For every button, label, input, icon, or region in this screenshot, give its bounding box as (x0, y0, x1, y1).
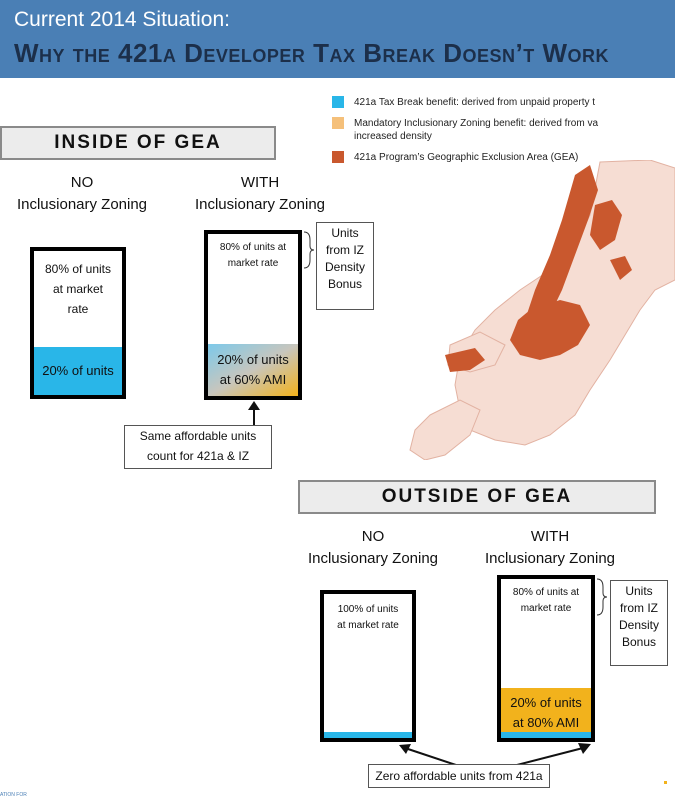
bar-tax-break-sliver (324, 732, 412, 738)
heading-line: Inclusionary Zoning (307, 550, 439, 567)
heading-line: NO (361, 528, 385, 545)
bar-market-label: 80% of units at market rate (512, 587, 580, 614)
heading-line: NO (70, 174, 94, 191)
arrow-inside (246, 400, 262, 428)
map-staten-island (410, 400, 480, 460)
heading-line: WITH (530, 528, 570, 545)
section-title-inside-gea: INSIDE OF GEA (0, 126, 276, 160)
legend-label-line2: increased density (354, 131, 432, 142)
heading-line: Inclusionary Zoning (16, 196, 148, 213)
legend-label: Mandatory Inclusionary Zoning benefit: derived from va (354, 118, 599, 129)
bar-outside-with-iz (497, 575, 595, 742)
brace-inside (302, 230, 316, 270)
heading-line: Inclusionary Zoning (194, 196, 326, 213)
legend-label: 421a Tax Break benefit: derived from unpaid property t (354, 97, 596, 108)
legend-item-inclusionary-zoning (354, 117, 598, 143)
header-title: Why the 421a Developer Tax Break Doesn’t Work (14, 38, 610, 68)
heading-line: Inclusionary Zoning (484, 550, 616, 567)
note-zero-affordable-units: Zero affordable units from 421a (368, 764, 550, 788)
bar-market-label: 80% of units at market rate (44, 262, 112, 316)
orange-dot (664, 781, 667, 784)
column-heading-with-iz-outside (480, 526, 620, 570)
nyc-map (400, 160, 675, 460)
column-heading-with-iz-inside (190, 172, 330, 216)
bar-tax-break-sliver (501, 732, 591, 738)
legend-label: 421a Program’s Geographic Exclusion Area (GEA) (354, 152, 579, 163)
section-title-outside-gea: OUTSIDE OF GEA (298, 480, 656, 514)
heading-line: WITH (240, 174, 280, 191)
legend-swatch-blue (332, 96, 344, 108)
bar-market-label: 100% of units at market rate (337, 604, 399, 631)
legend-swatch-red (332, 151, 344, 163)
column-heading-no-iz-inside (2, 172, 162, 216)
bar-inside-with-iz (204, 230, 302, 400)
bar-outside-no-iz (320, 590, 416, 742)
legend-swatch-orange (332, 117, 344, 129)
callout-iz-density-bonus-outside: Units from IZ Density Bonus (610, 580, 668, 666)
bar-affordable-segment: 20% of units at 60% AMI (208, 344, 298, 396)
footer-text: ATION FOR (0, 792, 27, 798)
header-subtitle: Current 2014 Situation: (14, 8, 230, 31)
bar-affordable-segment: 20% of units at 80% AMI (501, 688, 591, 738)
callout-iz-density-bonus-inside: Units from IZ Density Bonus (316, 222, 374, 310)
note-same-affordable-units: Same affordable units count for 421a & IZ (124, 425, 272, 469)
legend-item-tax-break (354, 96, 595, 109)
brace-outside (595, 577, 609, 617)
bar-inside-no-iz (30, 247, 126, 399)
column-heading-no-iz-outside (298, 526, 448, 570)
bar-market-label: 80% of units at market rate (219, 242, 287, 269)
bar-affordable-segment: 20% of units (34, 347, 122, 395)
